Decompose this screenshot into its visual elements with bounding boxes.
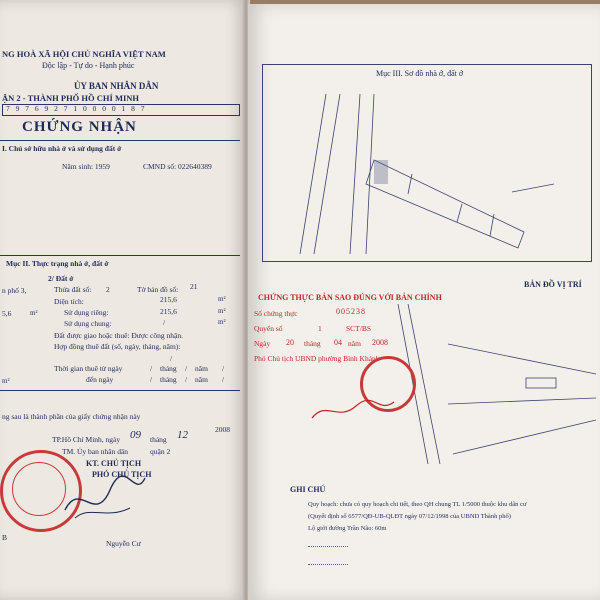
birth-year: Năm sinh: 1959 [62,162,110,171]
note-road-boundary: Lộ giới đường Trần Não: 60m [308,525,387,532]
divider [0,255,240,256]
area-value: 215,6 [160,295,177,304]
cert-date-label: Ngày [254,339,271,348]
common-unit: m² [218,318,226,326]
book-value: 1 [318,324,322,333]
cert-month-label: tháng [304,339,321,348]
issue-month: 12 [177,429,188,441]
common-use-value: / [163,318,166,327]
area-label: Diện tích: [54,297,84,306]
dotted-line [308,546,348,547]
committee-district: quận 2 [150,447,171,456]
divider [0,390,240,391]
signature [60,470,150,530]
vice-chairman: PHÓ CHỦ TỊCH [92,470,152,479]
cert-year-label: năm [348,339,361,348]
district: ẬN 2 - THÀNH PHỐ HỒ CHÍ MINH [2,93,140,103]
signer-name: Nguyễn Cư [106,539,141,548]
parcel-label: Thửa đất số: [54,285,92,294]
nation-header: NG HOÀ XÃ HỘI CHỦ NGHĨA VIỆT NAM [2,49,166,59]
area-unit: m² [218,295,226,303]
changes-note: ng sau là thành phần của giấy chứng nhận này [2,412,141,421]
cert-number-label: Số chứng thực [254,309,298,318]
private-use-value: 215,6 [160,307,177,316]
site-plan-drawing [262,64,590,260]
month-word: tháng [160,364,177,373]
certificate-title: CHỨNG NHẬN [22,119,137,135]
year-word: năm [195,375,208,384]
lease-from-label: Thời gian thuê từ ngày [54,364,123,373]
section-1-heading: I. Chủ sở hữu nhà ở và sử dụng đất ở [2,144,122,153]
month-word: tháng [160,375,177,384]
serial-number: 7 9 7 6 9 2 7 1 0 0 0 0 1 8 7 [6,104,147,113]
issuer: ỦY BAN NHÂN DÂN [74,81,159,91]
book-code: SCT/BS [346,324,372,333]
committee: TM. Ủy ban nhân dân [62,447,129,456]
lease-to-label: đến ngày [86,375,114,384]
cert-year: 2008 [372,338,388,347]
ward-signature [308,396,398,426]
certify-title: CHỨNG THỰC BẢN SAO ĐÚNG VỚI BẢN CHÍNH [258,293,442,302]
slash: / [150,375,153,384]
note-planning: Quy hoạch: chưa có quy hoạch chi tiết, theo QH chung TL 1/5000 thuộc khu dân cư [308,501,527,508]
vice-chair-ward: Phó Chủ tịch UBND phường Bình Khánh [254,354,380,363]
issue-day: 09 [130,429,141,441]
issue-month-word: tháng [150,435,167,444]
date-place: TP.Hồ Chí Minh, ngày [52,435,121,444]
private-use-label: Sử dụng riêng: [64,308,109,317]
notes-title: GHI CHÚ [290,485,326,494]
cert-number: 005238 [336,307,366,316]
map-sheet-label: Tờ bản đồ số: [137,285,179,294]
bottom-fragment: B [2,533,8,542]
left-fragment-unit: m² [2,377,10,385]
slash: / [222,364,225,373]
book-label: Quyển số [254,324,283,333]
parcel-value: 2 [106,285,110,294]
slash: / [150,364,153,373]
id-number: CMND số: 022640389 [143,162,212,171]
left-fragment: 5,6 [2,309,12,318]
note-decision: (Quyết định số 6577/QĐ-UB-QLĐT ngày 07/12/1998 của UBND Thành phố) [308,513,511,520]
cert-month: 04 [334,338,342,347]
slash: / [222,375,225,384]
certificate-left-page [0,0,246,600]
land-origin: Đất được giao hoặc thuê: Được công nhận. [54,331,183,340]
year-word: năm [195,364,208,373]
section-3-heading: Mục III. Sơ đồ nhà ở, đất ở [376,69,464,78]
section-2-heading: Mục II. Thực trạng nhà ở, đất ở [6,259,109,268]
slash: / [185,364,188,373]
left-fragment-unit: m² [30,309,38,317]
official-seal-inner [12,462,66,516]
issue-year: 2008 [215,425,230,434]
common-use-label: Sử dụng chung: [64,319,112,328]
sign-for: KT. CHỦ TỊCH [86,459,142,468]
left-fragment: n phố 3, [2,286,27,295]
lease-contract: Hợp đồng thuê đất (số, ngày, tháng, năm): [54,342,181,351]
certificate-right-page [248,4,600,600]
divider [0,140,240,141]
motto: Độc lập - Tự do - Hạnh phúc [42,61,135,70]
private-unit: m² [218,307,226,315]
map-sheet-value: 21 [190,282,198,291]
dotted-line [308,564,348,565]
cert-day: 20 [286,338,294,347]
location-map-title: BẢN ĐỒ VỊ TRÍ [524,280,582,289]
land-heading: 2/ Đất ở [48,274,74,283]
lease-contract-value: / [170,354,173,363]
slash: / [185,375,188,384]
